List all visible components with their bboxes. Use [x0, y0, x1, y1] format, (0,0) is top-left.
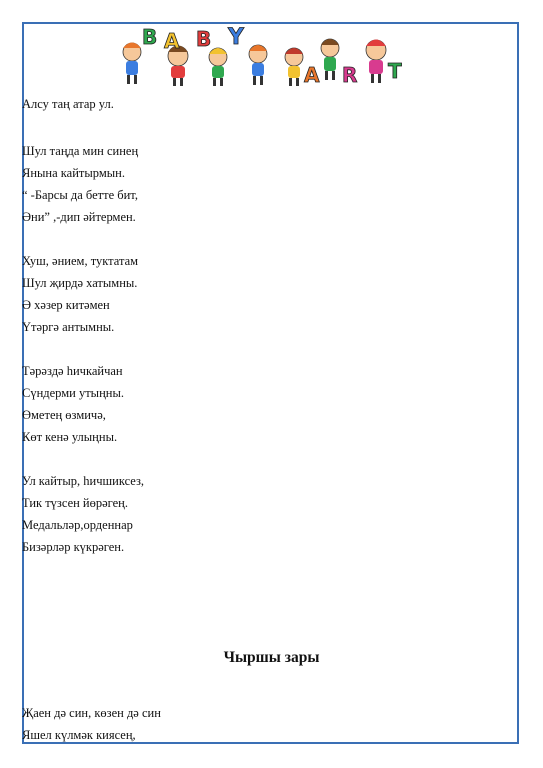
poem-line: Хуш, әнием, туктатам: [22, 254, 139, 268]
poem-line: “ -Барсы да бетте бит,: [22, 188, 138, 202]
logo-letter-b1: B: [142, 25, 158, 49]
poem-line: Җаен дә син, көзен дә син: [22, 706, 161, 720]
child-figure-5: [285, 48, 303, 86]
poem-line: Ә хәзер китәмен: [22, 298, 110, 312]
poem-line: Әни” ,-дип әйтермен.: [22, 210, 136, 224]
logo-letter-a2: A: [304, 63, 320, 87]
poem-line: Шул таңда мин синең: [22, 144, 139, 158]
poem-line: Бизәрләр күкрәген.: [22, 540, 125, 554]
child-figure-7: [366, 40, 386, 84]
poem-line: Тик түзсен йөрәгең.: [22, 496, 128, 510]
logo-letter-a1: A: [164, 29, 180, 53]
child-figure-6: [321, 39, 339, 80]
child-figure-1: [123, 43, 141, 85]
poem-line: Ул кайтыр, һичшиксез,: [22, 474, 145, 488]
logo-letter-t: T: [388, 59, 402, 83]
child-figure-3: [209, 48, 227, 86]
page-border: [22, 22, 519, 744]
baby-art-logo: [118, 24, 410, 88]
child-figure-4: [249, 45, 267, 85]
logo-letter-r: R: [342, 63, 358, 87]
poem-line: Яшел күлмәк киясең,: [22, 728, 136, 742]
logo-letter-y: Y: [228, 25, 244, 50]
poem-line: Янына кайтырмын.: [22, 166, 125, 180]
poem-line: Тәрәздә һичкайчан: [22, 364, 123, 378]
poem-title: Чыршы зары: [223, 649, 320, 666]
logo-letter-b2: B: [196, 27, 212, 51]
poem-line: Көт кенә улыңны.: [22, 430, 118, 444]
poem-line: Үтәргә антымны.: [22, 320, 115, 334]
poem-line: Шул җирдә хатымны.: [22, 276, 138, 290]
poem-line: Алсу таң атар ул.: [22, 97, 114, 111]
poem-line: Медальләр,орденнар: [22, 518, 133, 532]
poem-line: Өметең өзмичә,: [22, 408, 106, 422]
poem-line: Сүндерми утыңны.: [22, 386, 124, 400]
